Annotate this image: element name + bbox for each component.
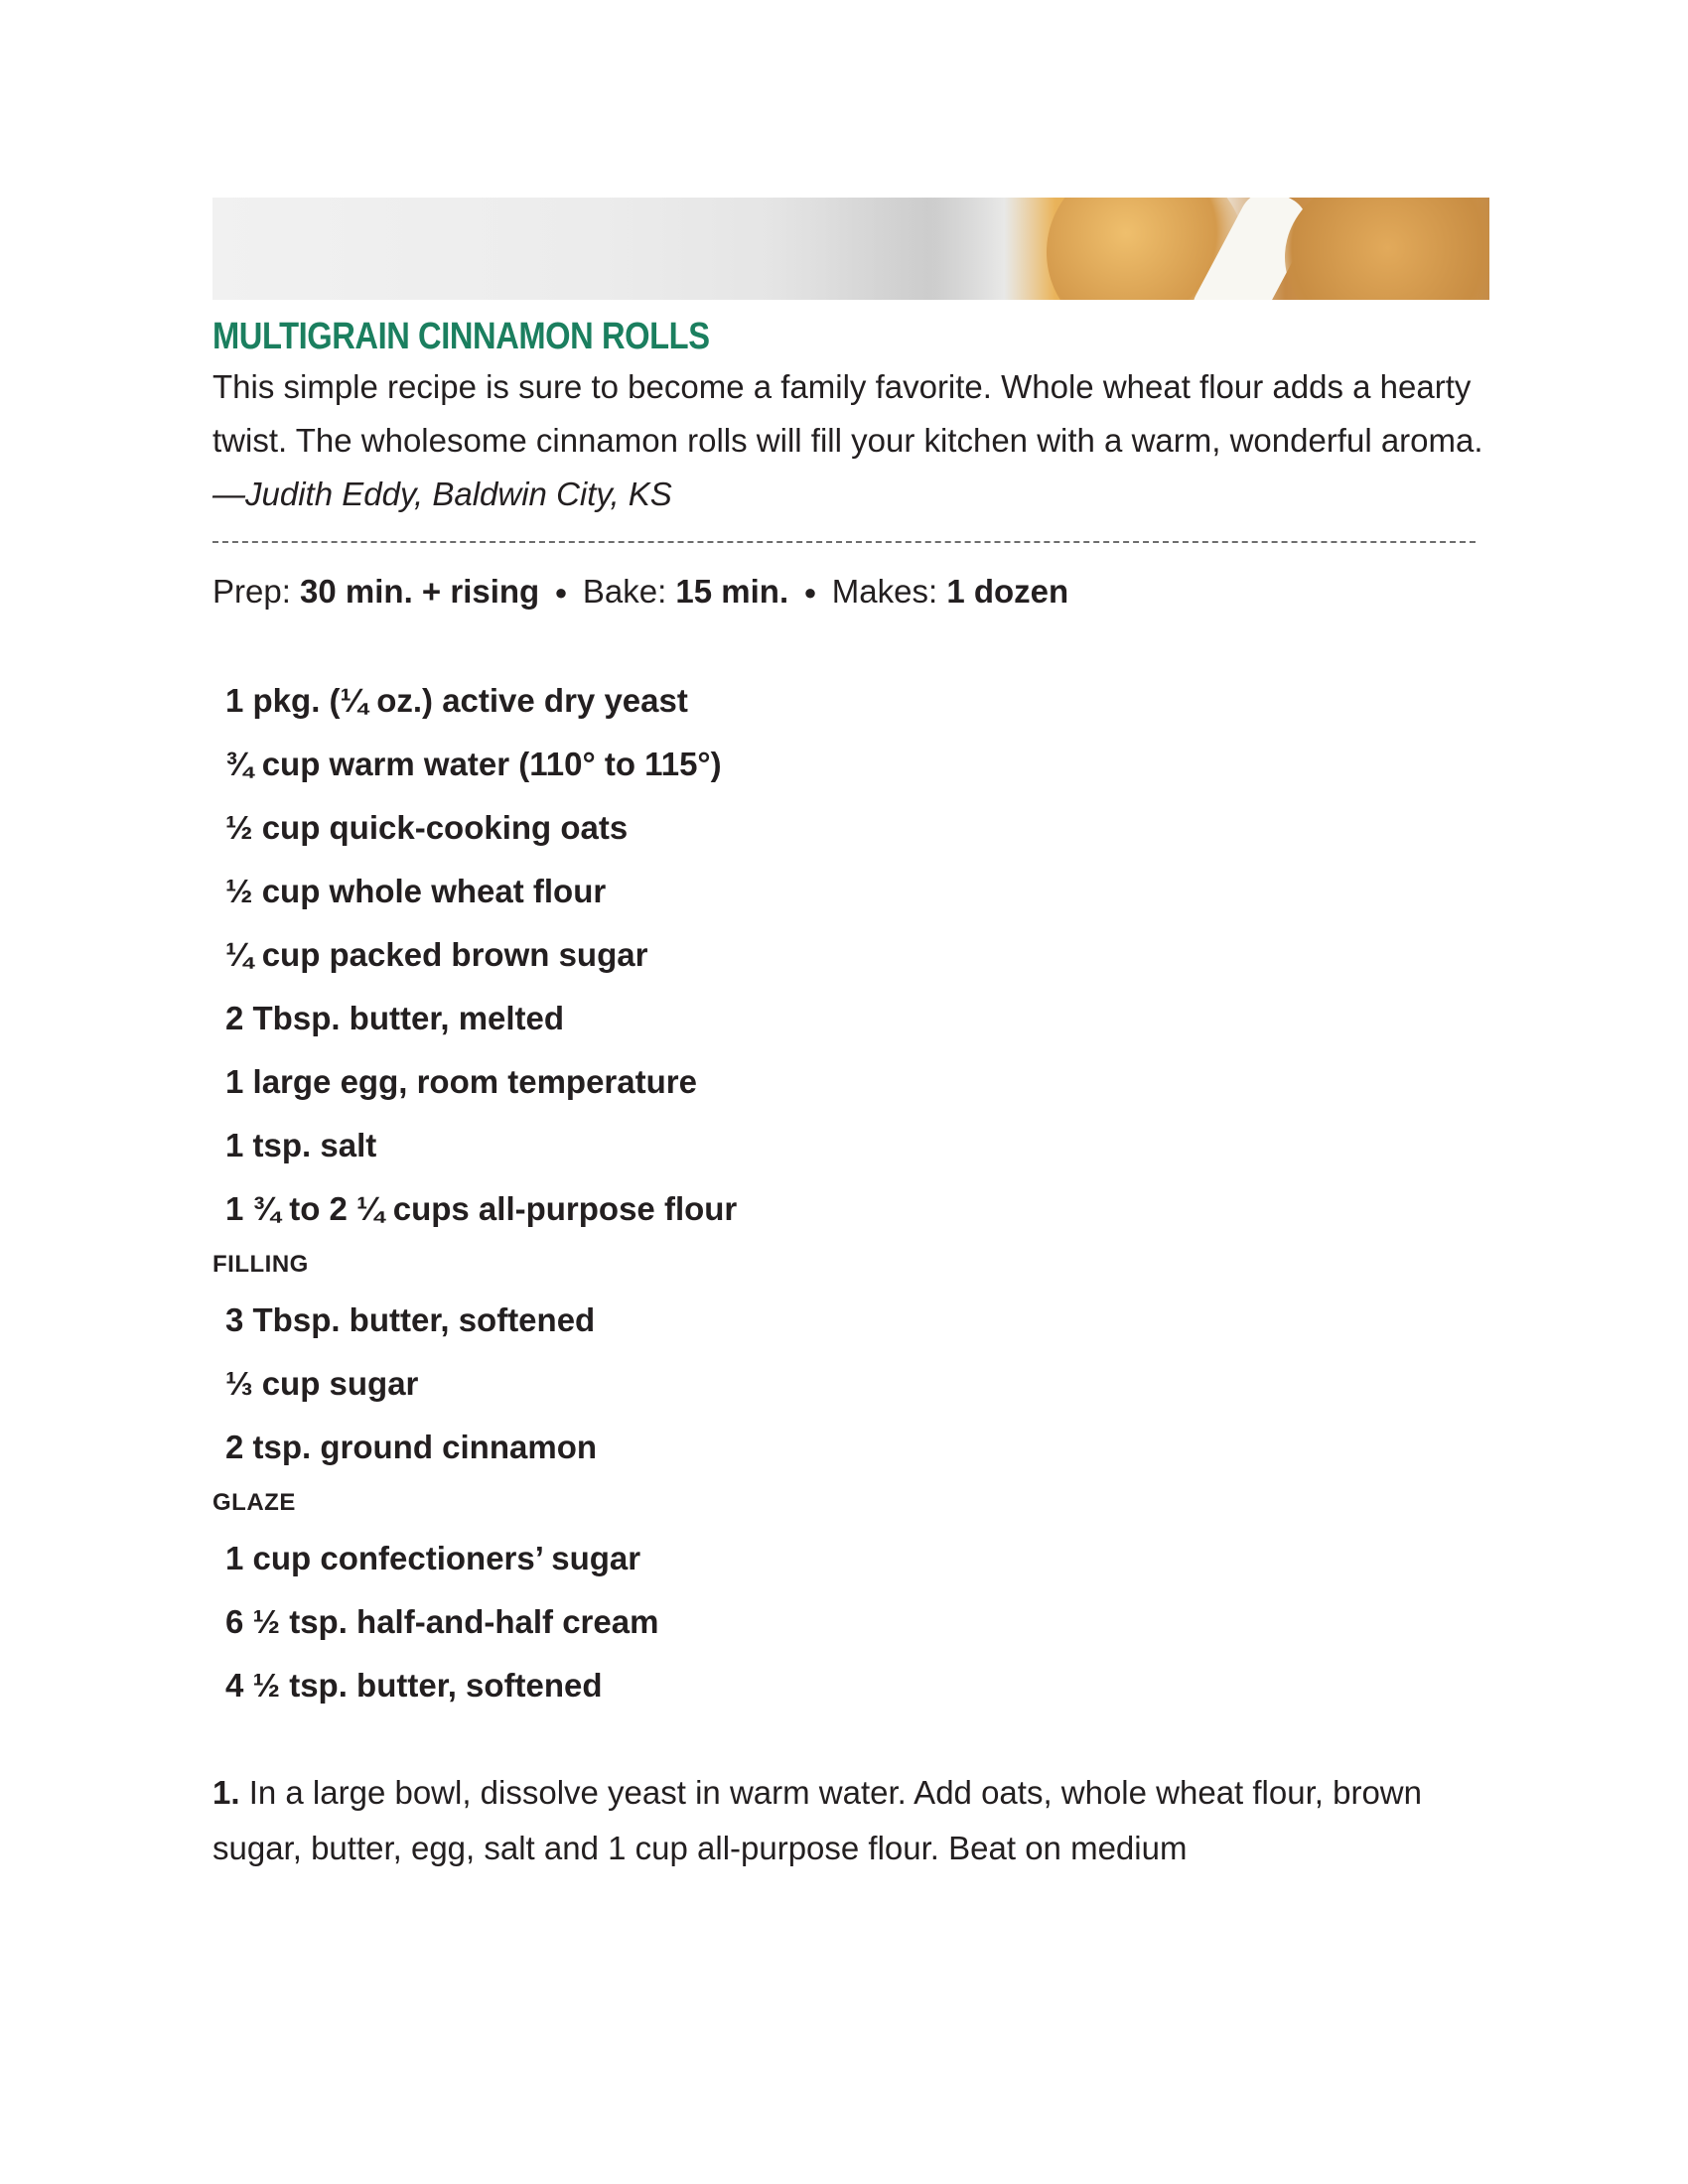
bake-label: Bake: bbox=[582, 573, 667, 610]
dashed-divider bbox=[212, 541, 1476, 543]
glaze-heading: GLAZE bbox=[212, 1489, 296, 1516]
recipe-intro: This simple recipe is sure to become a family favorite. Whole wheat flour adds a hearty twist. The wholesome cinnamon rolls will fill your kitchen with a warm, wonderful aroma. bbox=[212, 368, 1483, 459]
ingredient-item: 1 ¾ to 2 ¼ cups all-purpose flour bbox=[225, 1190, 738, 1227]
ingredient-item: ½ cup quick-cooking oats bbox=[225, 809, 629, 846]
ingredient-item: 1 pkg. (¼ oz.) active dry yeast bbox=[225, 682, 688, 719]
ingredient-item: ½ cup whole wheat flour bbox=[225, 873, 607, 909]
filling-item: 2 tsp. ground cinnamon bbox=[225, 1429, 598, 1465]
ingredient-item: 2 Tbsp. butter, melted bbox=[225, 1000, 565, 1036]
bake-value: 15 min. bbox=[675, 573, 789, 610]
recipe-byline: —Judith Eddy, Baldwin City, KS bbox=[212, 476, 672, 512]
ingredient-item: ¼ cup packed brown sugar bbox=[225, 936, 648, 973]
ingredient-item: 1 large egg, room temperature bbox=[225, 1063, 697, 1100]
glaze-item: 4 ½ tsp. butter, softened bbox=[225, 1667, 603, 1704]
step-number: 1. bbox=[212, 1774, 240, 1811]
makes-label: Makes: bbox=[831, 573, 938, 610]
glaze-item: 1 cup confectioners’ sugar bbox=[225, 1540, 641, 1576]
prep-value: 30 min. + rising bbox=[300, 573, 540, 610]
prep-label: Prep: bbox=[212, 573, 291, 610]
glaze-item: 6 ½ tsp. half-and-half cream bbox=[225, 1603, 659, 1640]
ingredient-list bbox=[212, 669, 1489, 1717]
recipe-meta bbox=[212, 569, 1489, 615]
recipe-title: MULTIGRAIN CINNAMON ROLLS bbox=[212, 316, 710, 357]
filling-heading: FILLING bbox=[212, 1251, 309, 1278]
filling-item: ⅓ cup sugar bbox=[225, 1365, 419, 1402]
makes-value: 1 dozen bbox=[946, 573, 1069, 610]
direction-step-1 bbox=[212, 1765, 1489, 1876]
filling-item: 3 Tbsp. butter, softened bbox=[225, 1301, 596, 1338]
recipe-photo-banner bbox=[212, 198, 1489, 300]
ingredient-item: ¾ cup warm water (110° to 115°) bbox=[225, 746, 722, 782]
ingredient-item: 1 tsp. salt bbox=[225, 1127, 377, 1163]
recipe-page bbox=[212, 198, 1489, 1876]
separator-dot: ● bbox=[803, 580, 817, 605]
separator-dot: ● bbox=[554, 580, 568, 605]
step-text: In a large bowl, dissolve yeast in warm water. Add oats, whole wheat flour, brown sugar, butter, egg, salt and 1 cup all-purpose flour. Beat on medium bbox=[212, 1774, 1422, 1866]
